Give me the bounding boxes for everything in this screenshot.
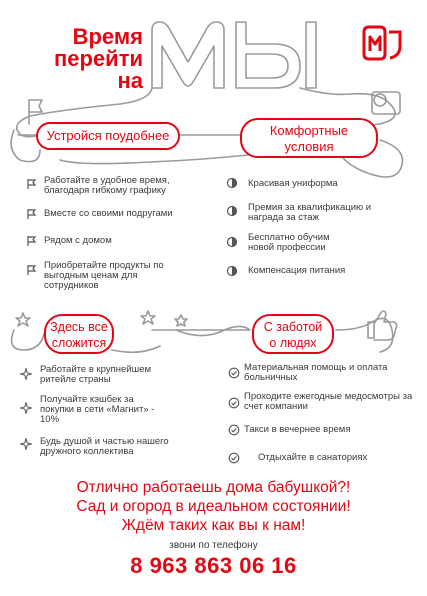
pill-comfort [240,118,378,158]
headline-line-3: на [117,68,143,93]
call-label: звони по телефону [169,540,258,551]
convenient-item-1: Работайте в удобное время, благодаря гибкому графику [44,175,170,196]
pill-fun-title-1: Здесь все [50,320,108,334]
fun-item-3: Будь душой и частью нашего дружного коллектива [40,436,169,457]
comfort-item-2: Премия за квалификацию и награда за стаж [248,202,372,223]
pill-convenient [36,122,180,150]
pill-fun [44,314,114,354]
half-circle-icon [226,236,238,248]
convenient-item-2: Вместе со своими подругами [44,208,173,219]
pill-comfort-title-2: условия [284,139,334,154]
headline-line-2: перейти [53,46,143,71]
check-circle-icon [228,452,240,464]
sparkle-icon [20,438,32,450]
sparkle-icon [20,368,32,380]
flag-icon [26,178,38,190]
pill-comfort-title-1: Комфортные [269,123,349,138]
pill-care-title-1: С заботой [263,320,323,334]
check-circle-icon [228,424,240,436]
pill-convenient-title: Устройся поудобнее [46,128,170,143]
comfort-item-4: Компенсация питания [248,265,346,276]
care-item-3: Такси в вечернее время [244,424,351,435]
half-circle-icon [226,177,238,189]
promo-line-2: Сад и огород в идеальном состоянии! [76,498,351,515]
comfort-item-1: Красивая униформа [248,178,338,189]
flag-icon [26,235,38,247]
phone-number[interactable]: 8 963 863 06 16 [130,553,297,578]
pill-care [252,314,334,354]
promo-line-3: Ждём таких как вы к нам! [121,517,306,534]
care-item-2: Проходите ежегодные медосмотры за счет компании [244,391,413,412]
check-circle-icon [228,367,240,379]
promo-text [20,478,407,535]
headline [18,26,143,92]
convenient-item-3: Рядом с домом [44,235,112,246]
promo-line-1: Отлично работаешь дома бабушкой?! [76,479,351,496]
care-item-1: Материальная помощь и оплата больничных [244,362,388,383]
pill-care-title-2: о людях [269,336,317,350]
headline-line-1: Время [72,24,143,49]
flag-icon [26,264,38,276]
magnit-logo [360,24,404,64]
fun-item-1: Работайте в крупнейшем ритейле страны [40,364,152,385]
pill-fun-title-2: сложится [51,336,107,350]
convenient-item-4: Приобретайте продукты по выгодным ценам для сотрудников [44,260,164,291]
sparkle-icon [20,402,32,414]
half-circle-icon [226,205,238,217]
check-circle-icon [228,397,240,409]
half-circle-icon [226,265,238,277]
fun-item-2: Получайте кэшбек за покупки в сети «Магнит» - 10% [40,394,155,425]
care-item-4: Отдыхайте в санаториях [258,452,368,463]
flag-icon [26,208,38,220]
comfort-item-3: Бесплатно обучим новой профессии [248,232,330,253]
